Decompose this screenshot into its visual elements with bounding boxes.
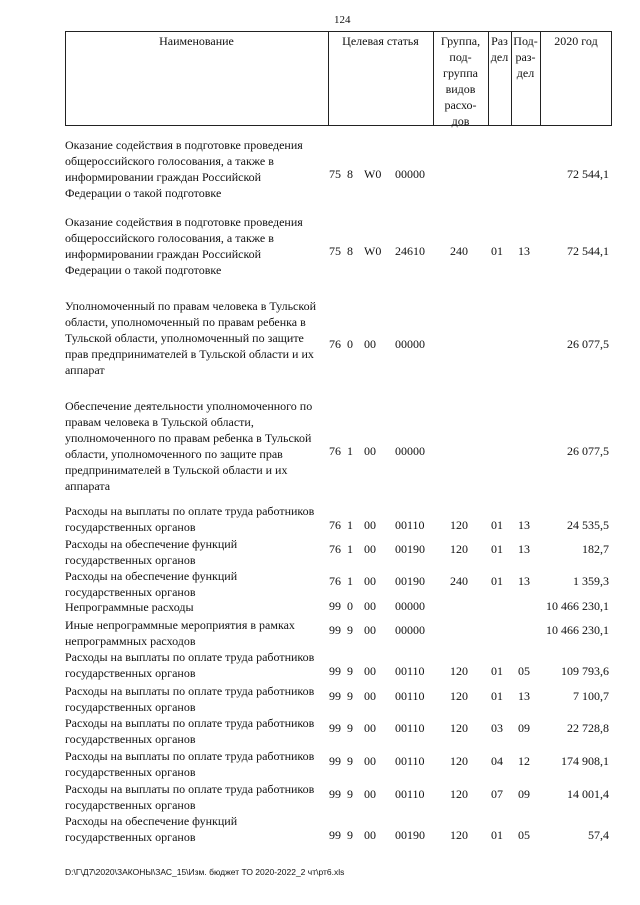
row-target-subprogram: 0	[347, 599, 353, 613]
row-target-subprogram: 1	[347, 574, 353, 588]
row-target-code: 00110	[395, 721, 425, 735]
row-name: Непрограммные расходы	[65, 600, 194, 614]
row-target-program: 99	[329, 787, 341, 801]
row-target-subprogram: 8	[347, 167, 353, 181]
file-path-footer: D:\Г\Д7\2020\ЗАКОНЫ\ЗАС_15\Изм. бюджет ТО 2020-2022_2 чт\рт6.xls	[65, 867, 345, 877]
row-target-direction: 00	[364, 337, 376, 351]
row-target-direction: 00	[364, 623, 376, 637]
row-subsection: 13	[518, 689, 530, 703]
row-amount: 72 544,1	[567, 244, 609, 258]
row-amount: 57,4	[588, 828, 609, 842]
row-target-program: 76	[329, 337, 341, 351]
row-group: 120	[450, 689, 468, 703]
row-group: 120	[450, 828, 468, 842]
row-section: 03	[491, 721, 503, 735]
row-target-program: 76	[329, 542, 341, 556]
row-target-program: 76	[329, 444, 341, 458]
row-target-code: 00190	[395, 828, 425, 842]
row-group: 120	[450, 664, 468, 678]
row-target-program: 99	[329, 828, 341, 842]
row-target-direction: W0	[364, 244, 382, 258]
row-target-direction: 00	[364, 574, 376, 588]
row-section: 01	[491, 664, 503, 678]
row-target-direction: 00	[364, 599, 376, 613]
row-name: Расходы на выплаты по оплате труда работников государственных органов	[65, 684, 315, 714]
row-amount: 174 908,1	[561, 754, 609, 768]
row-section: 01	[491, 518, 503, 532]
row-amount: 10 466 230,1	[546, 599, 609, 613]
row-target-subprogram: 1	[347, 444, 353, 458]
row-target-code: 00000	[395, 337, 425, 351]
row-section: 01	[491, 689, 503, 703]
row-subsection: 05	[518, 664, 530, 678]
row-target-subprogram: 9	[347, 787, 353, 801]
row-group: 120	[450, 518, 468, 532]
row-group: 120	[450, 542, 468, 556]
row-group: 120	[450, 721, 468, 735]
header-year: 2020 год	[554, 34, 598, 48]
row-target-subprogram: 9	[347, 664, 353, 678]
row-amount: 109 793,6	[561, 664, 609, 678]
row-amount: 7 100,7	[573, 689, 609, 703]
row-target-program: 75	[329, 167, 341, 181]
row-name: Уполномоченный по правам человека в Тульской области, уполномоченный по правам ребенка в Тульской области, уполномоченный по защите прав предпринимателей в Тульской области и их аппарат	[65, 299, 317, 377]
row-section: 04	[491, 754, 503, 768]
row-subsection: 09	[518, 787, 530, 801]
row-target-code: 00000	[395, 599, 425, 613]
row-target-code: 00110	[395, 689, 425, 703]
row-amount: 24 535,5	[567, 518, 609, 532]
header-section: Раз дел	[490, 34, 509, 64]
row-target-code: 00110	[395, 664, 425, 678]
row-target-subprogram: 9	[347, 754, 353, 768]
row-target-code: 00110	[395, 518, 425, 532]
row-target-subprogram: 1	[347, 542, 353, 556]
row-target-code: 00110	[395, 754, 425, 768]
row-target-subprogram: 1	[347, 518, 353, 532]
row-amount: 182,7	[582, 542, 609, 556]
row-amount: 10 466 230,1	[546, 623, 609, 637]
row-amount: 72 544,1	[567, 167, 609, 181]
row-subsection: 13	[518, 244, 530, 258]
row-name: Иные непрограммные мероприятия в рамках непрограммных расходов	[65, 618, 295, 648]
row-target-subprogram: 0	[347, 337, 353, 351]
row-name: Расходы на выплаты по оплате труда работников государственных органов	[65, 716, 315, 746]
row-subsection: 09	[518, 721, 530, 735]
row-subsection: 13	[518, 518, 530, 532]
row-target-code: 00000	[395, 623, 425, 637]
row-section: 01	[491, 244, 503, 258]
row-target-subprogram: 9	[347, 689, 353, 703]
row-name: Оказание содействия в подготовке проведения общероссийского голосования, а также в информировании граждан Российской Федерации о такой подготовке	[65, 138, 303, 200]
row-name: Расходы на выплаты по оплате труда работников государственных органов	[65, 782, 315, 812]
row-section: 01	[491, 828, 503, 842]
row-subsection: 12	[518, 754, 530, 768]
row-target-direction: 00	[364, 787, 376, 801]
row-name: Оказание содействия в подготовке проведения общероссийского голосования, а также в информировании граждан Российской Федерации о такой подготовке	[65, 215, 303, 277]
table-header	[65, 31, 612, 126]
header-name: Наименование	[159, 34, 234, 48]
row-subsection: 13	[518, 574, 530, 588]
row-subsection: 05	[518, 828, 530, 842]
row-target-direction: 00	[364, 689, 376, 703]
row-target-direction: 00	[364, 664, 376, 678]
row-group: 120	[450, 754, 468, 768]
row-target-subprogram: 9	[347, 828, 353, 842]
row-target-program: 99	[329, 689, 341, 703]
row-target-direction: 00	[364, 721, 376, 735]
row-target-program: 76	[329, 518, 341, 532]
row-name: Расходы на обеспечение функций государственных органов	[65, 537, 238, 567]
row-target-direction: 00	[364, 754, 376, 768]
row-target-code: 00190	[395, 574, 425, 588]
row-amount: 26 077,5	[567, 444, 609, 458]
row-section: 07	[491, 787, 503, 801]
row-target-subprogram: 8	[347, 244, 353, 258]
row-amount: 1 359,3	[573, 574, 609, 588]
row-target-subprogram: 9	[347, 623, 353, 637]
row-target-direction: 00	[364, 518, 376, 532]
row-target-program: 99	[329, 623, 341, 637]
row-group: 240	[450, 244, 468, 258]
row-name: Расходы на обеспечение функций государственных органов	[65, 814, 238, 844]
header-target: Целевая статья	[342, 34, 419, 48]
row-target-program: 75	[329, 244, 341, 258]
row-target-code: 00000	[395, 444, 425, 458]
row-target-program: 99	[329, 754, 341, 768]
row-target-direction: W0	[364, 167, 382, 181]
row-target-direction: 00	[364, 542, 376, 556]
row-target-code: 00000	[395, 167, 425, 181]
row-target-subprogram: 9	[347, 721, 353, 735]
row-group: 120	[450, 787, 468, 801]
row-target-program: 76	[329, 574, 341, 588]
row-group: 240	[450, 574, 468, 588]
row-target-program: 99	[329, 664, 341, 678]
row-section: 01	[491, 542, 503, 556]
header-group: Группа, под- группа видов расхо- дов	[440, 34, 481, 128]
row-name: Расходы на обеспечение функций государственных органов	[65, 569, 238, 599]
row-target-code: 00190	[395, 542, 425, 556]
row-target-program: 99	[329, 721, 341, 735]
row-target-code: 24610	[395, 244, 425, 258]
row-name: Расходы на выплаты по оплате труда работников государственных органов	[65, 650, 315, 680]
row-section: 01	[491, 574, 503, 588]
row-target-direction: 00	[364, 828, 376, 842]
row-amount: 22 728,8	[567, 721, 609, 735]
row-name: Обеспечение деятельности уполномоченного по правам человека в Тульской области, уполномоченного по правам ребенка в Тульской области, уполномоченного по защите прав предпринимателей в Тульской области и их аппарата	[65, 399, 313, 493]
row-subsection: 13	[518, 542, 530, 556]
page-number: 124	[334, 14, 351, 26]
header-subsection: Под- раз- дел	[513, 34, 538, 80]
row-target-code: 00110	[395, 787, 425, 801]
row-amount: 14 001,4	[567, 787, 609, 801]
row-target-program: 99	[329, 599, 341, 613]
row-amount: 26 077,5	[567, 337, 609, 351]
row-name: Расходы на выплаты по оплате труда работников государственных органов	[65, 504, 315, 534]
row-target-direction: 00	[364, 444, 376, 458]
row-name: Расходы на выплаты по оплате труда работников государственных органов	[65, 749, 315, 779]
